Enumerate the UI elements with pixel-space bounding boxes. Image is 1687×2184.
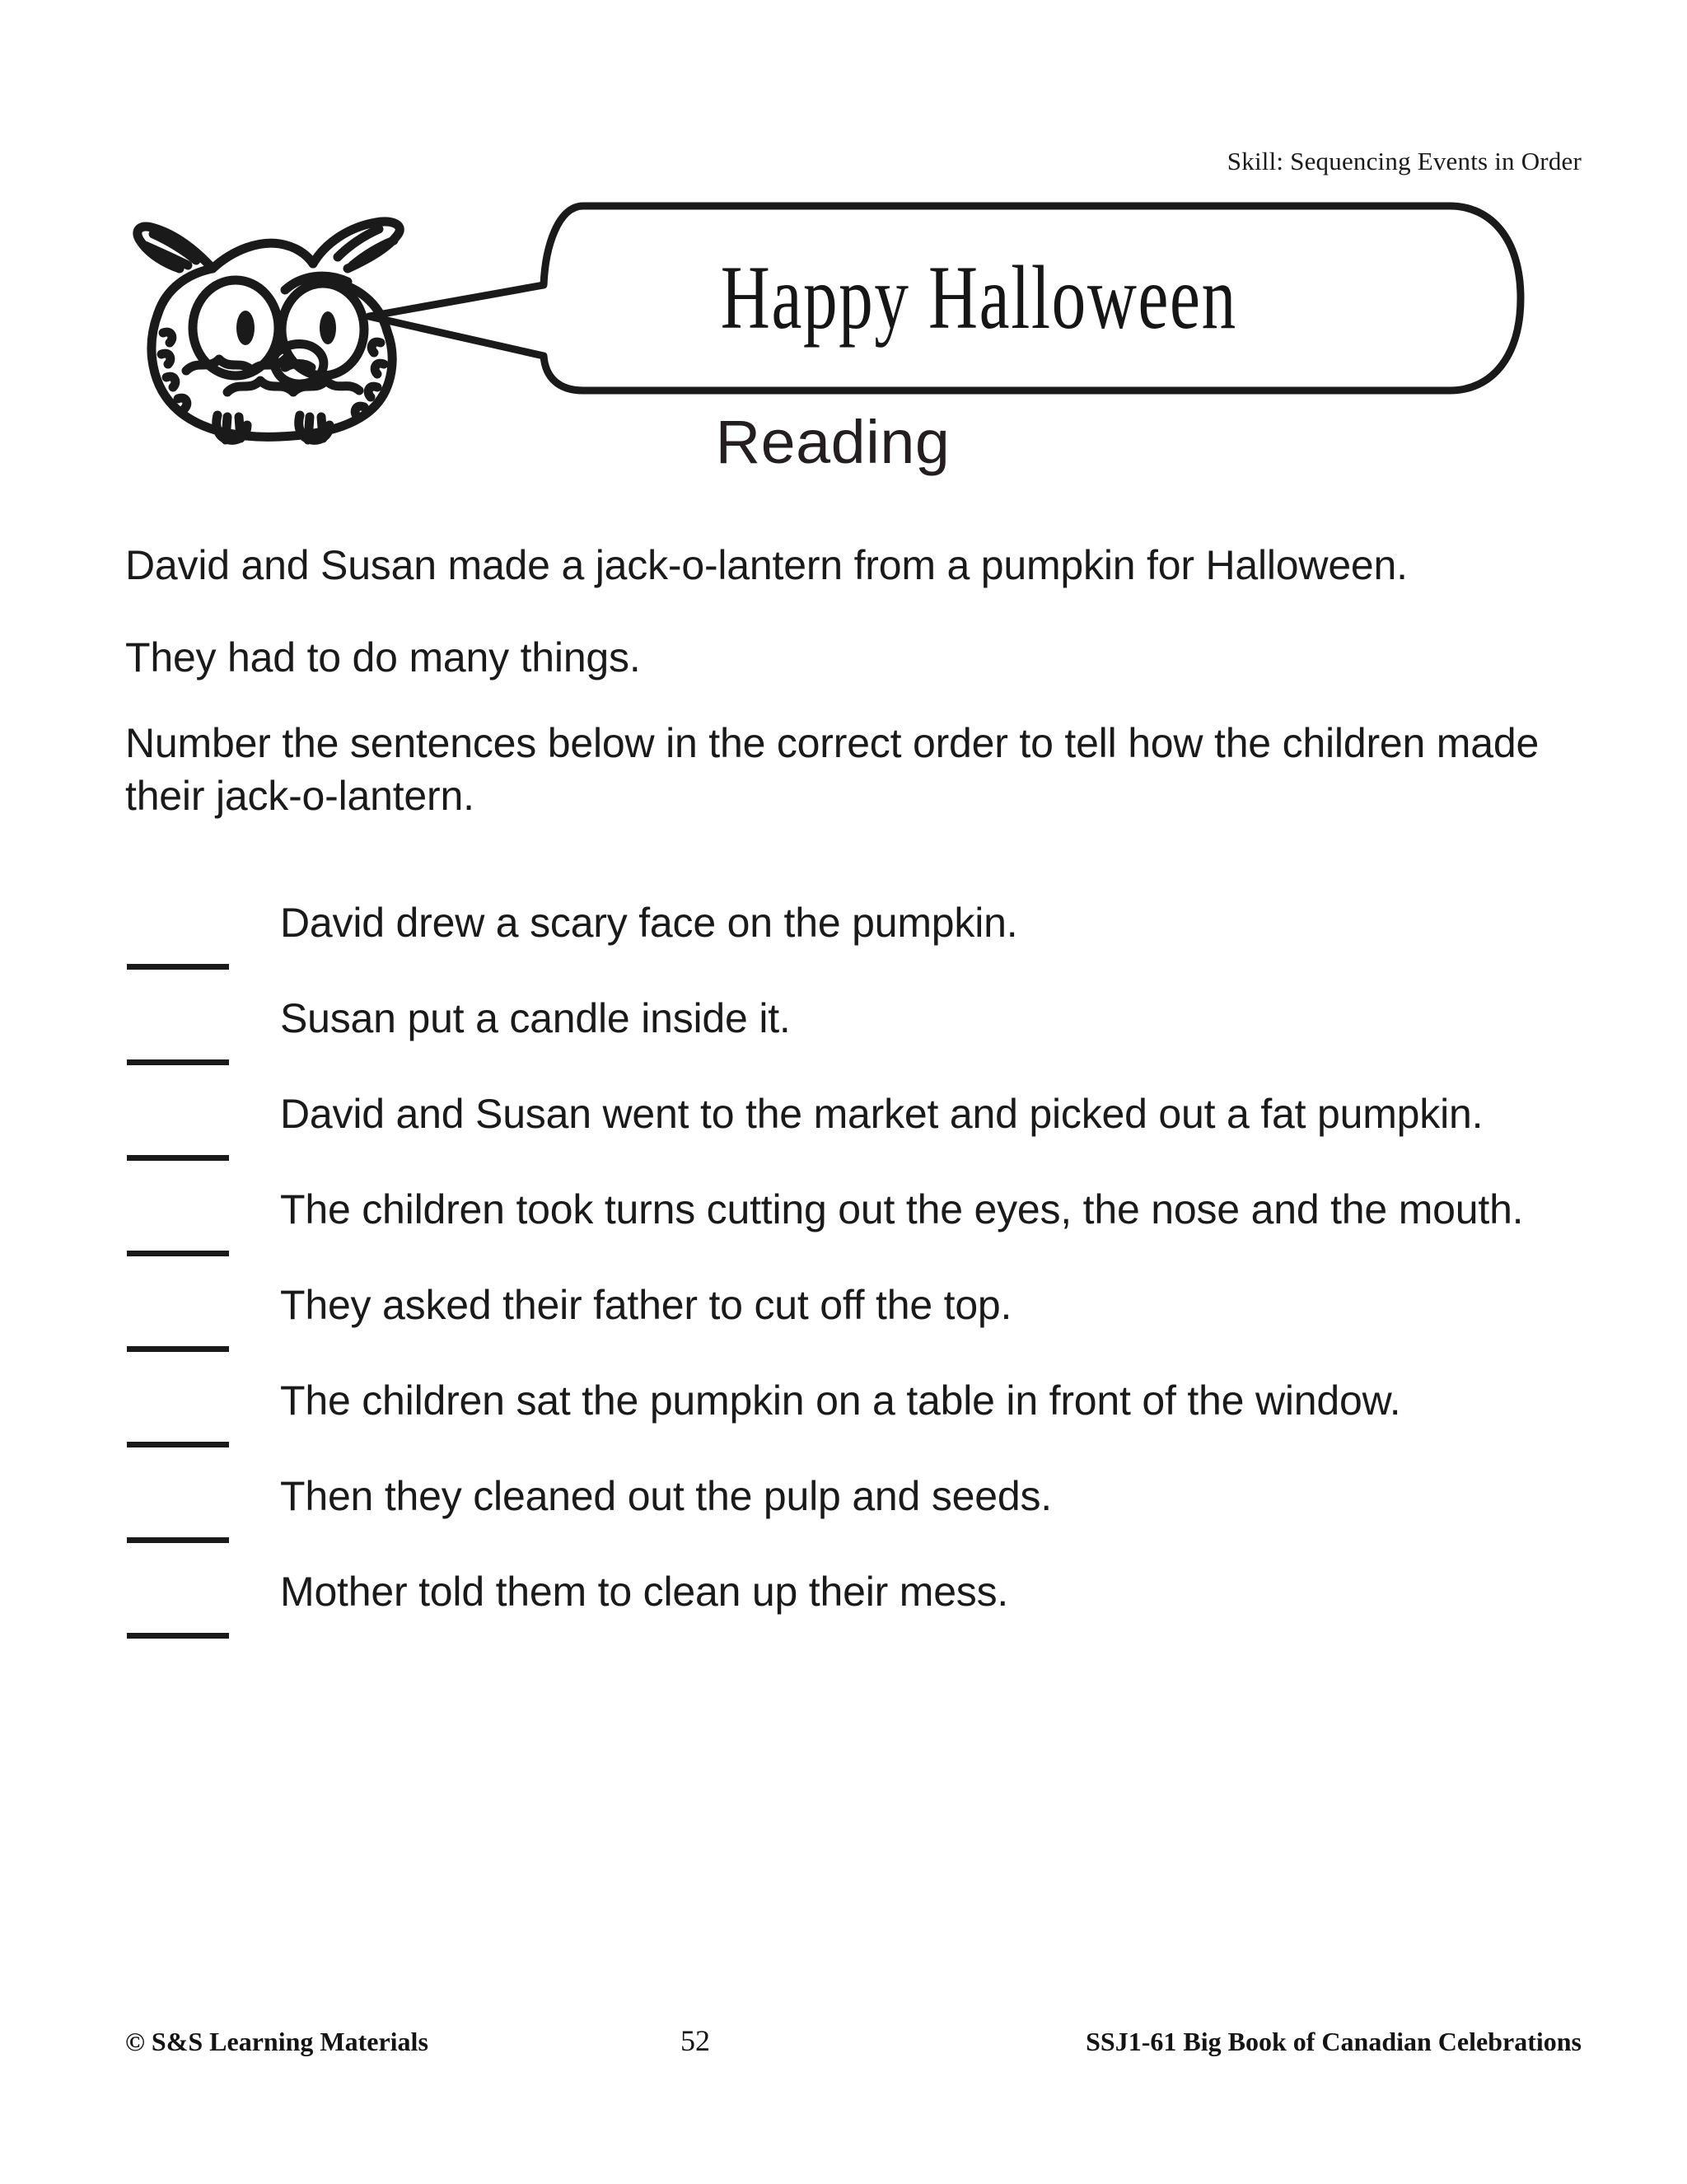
skill-label: Skill: Sequencing Events in Order bbox=[1227, 147, 1582, 175]
sentence-row bbox=[125, 1181, 1608, 1242]
answer-blank[interactable] bbox=[125, 1277, 231, 1335]
sentence-text: The children took turns cutting out the eyes, the nose and the mouth. bbox=[280, 1186, 1524, 1232]
worksheet-title: Happy Halloween bbox=[720, 247, 1237, 348]
answer-blank[interactable] bbox=[125, 1086, 231, 1143]
answer-blank[interactable] bbox=[125, 1564, 231, 1621]
sentence-row bbox=[125, 1468, 1608, 1529]
sentence-row bbox=[125, 990, 1608, 1051]
answer-blank[interactable] bbox=[125, 895, 231, 952]
sentence-row bbox=[125, 1373, 1608, 1433]
sentence-text: Susan put a candle inside it. bbox=[280, 995, 791, 1041]
intro-paragraph-1: David and Susan made a jack-o-lantern from a pumpkin for Halloween. bbox=[125, 542, 1408, 588]
page-subtitle: Reading bbox=[715, 408, 951, 476]
sentence-text: Then they cleaned out the pulp and seeds. bbox=[280, 1473, 1052, 1519]
answer-blank[interactable] bbox=[125, 990, 231, 1048]
instruction-text: Number the sentences below in the correct order to tell how the children made their jack-o-lantern. bbox=[125, 720, 1540, 819]
intro-paragraph-2: They had to do many things. bbox=[125, 634, 641, 680]
sentence-text: They asked their father to cut off the top. bbox=[280, 1282, 1012, 1328]
footer-page-number: 52 bbox=[680, 2024, 710, 2057]
sentence-row bbox=[125, 1564, 1608, 1625]
sentence-text: Mother told them to clean up their mess. bbox=[280, 1569, 1009, 1615]
answer-blank[interactable] bbox=[125, 1373, 231, 1430]
sentence-row bbox=[125, 1277, 1608, 1338]
page-footer bbox=[125, 2023, 1582, 2058]
sentence-list bbox=[125, 895, 1608, 1659]
answer-blank[interactable] bbox=[125, 1181, 231, 1239]
footer-copyright: © S&S Learning Materials bbox=[125, 2027, 428, 2056]
sentence-text: David drew a scary face on the pumpkin. bbox=[280, 900, 1018, 946]
footer-book-title: SSJ1-61 Big Book of Canadian Celebrations bbox=[1086, 2027, 1582, 2056]
sentence-row bbox=[125, 1086, 1608, 1147]
sentence-text: The children sat the pumpkin on a table in front of the window. bbox=[280, 1377, 1401, 1424]
answer-blank[interactable] bbox=[125, 1468, 231, 1526]
sentence-text: David and Susan went to the market and picked out a fat pumpkin. bbox=[280, 1091, 1484, 1137]
speech-bubble bbox=[354, 194, 1540, 402]
sentence-row bbox=[125, 895, 1608, 956]
